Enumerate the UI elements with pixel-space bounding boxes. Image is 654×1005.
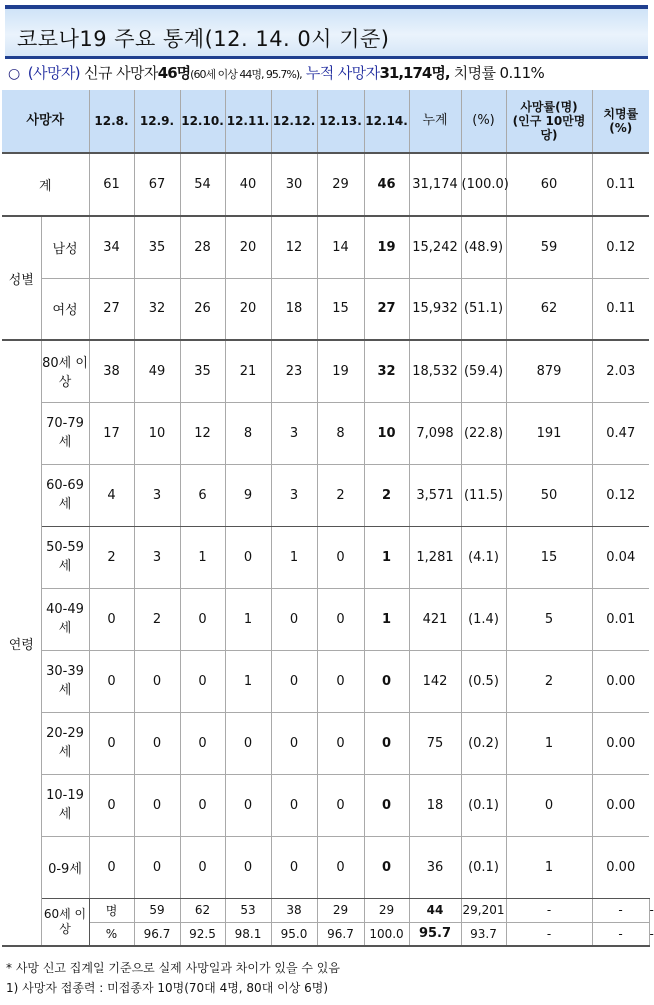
- table-row: [2, 650, 649, 712]
- row-label-over60: 60세 이상: [41, 898, 89, 946]
- table-cell: 100.0: [364, 922, 409, 946]
- table-cell: 1: [225, 650, 271, 712]
- table-cell: 0: [506, 774, 592, 836]
- table-cell: 1: [506, 712, 592, 774]
- table-cell: 421: [409, 588, 461, 650]
- page-title: 코로나19 주요 통계(12. 14. 0시 기준): [17, 27, 390, 51]
- row-label: 남성: [41, 216, 89, 278]
- table-cell: 36: [409, 836, 461, 898]
- summary-line: [8, 62, 648, 88]
- table-cell: 8: [317, 402, 364, 464]
- table-cell: 59: [134, 898, 180, 922]
- table-cell: -: [506, 922, 592, 946]
- row-label: 30-39세: [41, 650, 89, 712]
- table-cell: 50: [506, 464, 592, 526]
- table-cell: 19: [364, 216, 409, 278]
- table-cell: 7,098: [409, 402, 461, 464]
- table-cell: 15,242: [409, 216, 461, 278]
- table-cell: 32: [134, 278, 180, 340]
- table-cell: 0: [364, 836, 409, 898]
- table-cell: (4.1): [461, 526, 506, 588]
- table-cell: 0: [134, 712, 180, 774]
- table-cell: 2: [317, 464, 364, 526]
- table-cell: (48.9): [461, 216, 506, 278]
- table-cell: 20: [225, 278, 271, 340]
- summary-new-value: 46명: [157, 64, 191, 82]
- table-cell: 0: [180, 774, 225, 836]
- table-cell: 18: [409, 774, 461, 836]
- table-cell: 60: [506, 153, 592, 216]
- summary-cum-value: 31,174명,: [379, 64, 450, 82]
- row-label: 0-9세: [41, 836, 89, 898]
- table-row: [2, 464, 649, 526]
- table-cell: (51.1): [461, 278, 506, 340]
- table-row-over60-count: 60세 이상 명 59 62 53 38 29 29 44 29,201 - - -: [2, 898, 649, 922]
- table-cell: 95.7: [409, 922, 461, 946]
- table-cell: 31,174: [409, 153, 461, 216]
- table-cell: -: [592, 922, 649, 946]
- table-cell: 96.7: [317, 922, 364, 946]
- table-cell: 0: [317, 650, 364, 712]
- header-cell: 12.14.: [364, 90, 409, 153]
- header-cell: 누계: [409, 90, 461, 153]
- table-cell: 0.00: [592, 774, 649, 836]
- table-cell: 0: [317, 588, 364, 650]
- table-cell: 26: [180, 278, 225, 340]
- table-cell: 0: [364, 774, 409, 836]
- summary-new-detail: (60세 이상 44명, 95.7%),: [190, 68, 302, 81]
- header-cell: 12.8.: [89, 90, 134, 153]
- table-cell: 1: [271, 526, 317, 588]
- title-banner: [5, 5, 648, 59]
- table-cell: 96.7: [134, 922, 180, 946]
- row-label: 40-49세: [41, 588, 89, 650]
- table-cell: 0: [180, 712, 225, 774]
- header-cell: 12.9.: [134, 90, 180, 153]
- table-cell: 0: [225, 712, 271, 774]
- table-cell: 15: [506, 526, 592, 588]
- table-cell: 23: [271, 340, 317, 402]
- table-cell: 0: [89, 650, 134, 712]
- row-label: 50-59세: [41, 526, 89, 588]
- table-cell: 0.47: [592, 402, 649, 464]
- table-cell: 40: [225, 153, 271, 216]
- table-cell: 1: [225, 588, 271, 650]
- header-cell: 12.11.: [225, 90, 271, 153]
- header-row: [2, 90, 649, 153]
- table-cell: 2.03: [592, 340, 649, 402]
- table-cell: -: [506, 898, 592, 922]
- table-cell: 2: [89, 526, 134, 588]
- table-cell: 3: [271, 464, 317, 526]
- table-cell: 142: [409, 650, 461, 712]
- table-cell: 0: [317, 774, 364, 836]
- table-cell: 17: [89, 402, 134, 464]
- table-cell: 15,932: [409, 278, 461, 340]
- table-cell: 0.00: [592, 836, 649, 898]
- table-row: [2, 712, 649, 774]
- table-row: [2, 402, 649, 464]
- table-cell: 27: [89, 278, 134, 340]
- table-cell: 879: [506, 340, 592, 402]
- row-label: 70-79세: [41, 402, 89, 464]
- table-cell: 2: [134, 588, 180, 650]
- header-cell: 사망률(명) (인구 10만명 당): [506, 90, 592, 153]
- table-cell: 62: [180, 898, 225, 922]
- table-cell: 93.7: [461, 922, 506, 946]
- table-row: [2, 216, 649, 278]
- table-cell: (22.8): [461, 402, 506, 464]
- table-cell: 0.01: [592, 588, 649, 650]
- table-cell: 0.00: [592, 650, 649, 712]
- death-statistics-table: [2, 90, 654, 947]
- table-cell: 0: [271, 650, 317, 712]
- summary-new-text: 신규 사망자: [84, 64, 158, 82]
- header-cell: 사망자: [2, 90, 89, 153]
- table-cell: 29: [364, 898, 409, 922]
- row-label: 20-29세: [41, 712, 89, 774]
- table-cell: 67: [134, 153, 180, 216]
- table-cell: 32: [364, 340, 409, 402]
- table-cell: 0: [271, 712, 317, 774]
- table-cell: 34: [89, 216, 134, 278]
- table-cell: 9: [225, 464, 271, 526]
- table-cell: 2: [364, 464, 409, 526]
- footnote: 1) 사망자 접종력 : 미접종자 10명(70대 4명, 80대 이상 6명): [6, 981, 329, 995]
- table-cell: (0.1): [461, 774, 506, 836]
- table-row: [2, 774, 649, 836]
- table-cell: 18,532: [409, 340, 461, 402]
- summary-label: (사망자): [27, 64, 80, 82]
- table-cell: 3: [134, 526, 180, 588]
- table-cell: 44: [409, 898, 461, 922]
- table-cell: 1: [180, 526, 225, 588]
- table-cell: 38: [271, 898, 317, 922]
- unit-cell: 명: [89, 898, 134, 922]
- unit-cell: %: [89, 922, 134, 946]
- table-cell: 0: [271, 836, 317, 898]
- table-cell: 0: [317, 836, 364, 898]
- table-cell: 1: [364, 588, 409, 650]
- table-cell: 0: [180, 650, 225, 712]
- table-cell: 0: [271, 774, 317, 836]
- table-cell: 0.04: [592, 526, 649, 588]
- table-cell: 0: [225, 526, 271, 588]
- table-cell: 2: [506, 650, 592, 712]
- table-cell: 0: [89, 836, 134, 898]
- table-cell: 54: [180, 153, 225, 216]
- table-cell: 3: [271, 402, 317, 464]
- table-row: [2, 278, 649, 340]
- table-cell: 61: [89, 153, 134, 216]
- table-cell: 3: [134, 464, 180, 526]
- table-cell: 14: [317, 216, 364, 278]
- table-cell: 0: [180, 836, 225, 898]
- header-cell: 12.12.: [271, 90, 317, 153]
- table-row-over60-percent: % 96.7 92.5 98.1 95.0 96.7 100.0 95.7 93.7 - - -: [2, 922, 649, 946]
- table-cell: 0: [89, 588, 134, 650]
- table-cell: 12: [271, 216, 317, 278]
- table-cell: 75: [409, 712, 461, 774]
- table-row-total: [2, 153, 649, 216]
- table-cell: 5: [506, 588, 592, 650]
- table-cell: 0: [225, 836, 271, 898]
- table-cell: 0: [317, 712, 364, 774]
- table-cell: 0: [134, 774, 180, 836]
- table-cell: 20: [225, 216, 271, 278]
- row-label: 여성: [41, 278, 89, 340]
- table-row: [2, 836, 649, 898]
- table-cell: (1.4): [461, 588, 506, 650]
- footnote: * 사망 신고 집계일 기준으로 실제 사망일과 차이가 있을 수 있음: [6, 961, 340, 975]
- table-cell: 1: [364, 526, 409, 588]
- table-cell: 29: [317, 898, 364, 922]
- row-label: 60-69세: [41, 464, 89, 526]
- summary-cfr: 치명률 0.11%: [453, 64, 545, 82]
- table-cell: 0: [89, 712, 134, 774]
- table-cell: 0.12: [592, 464, 649, 526]
- table-cell: 6: [180, 464, 225, 526]
- table-cell: 28: [180, 216, 225, 278]
- table-cell: (0.2): [461, 712, 506, 774]
- header-cell: 12.10.: [180, 90, 225, 153]
- bullet-circle: ○: [8, 66, 20, 82]
- table-cell: 0: [134, 650, 180, 712]
- table-cell: 12: [180, 402, 225, 464]
- table-cell: 0: [180, 588, 225, 650]
- table-cell: 191: [506, 402, 592, 464]
- table-cell: 3,571: [409, 464, 461, 526]
- table-cell: 0: [89, 774, 134, 836]
- table-cell: 62: [506, 278, 592, 340]
- table-cell: 10: [364, 402, 409, 464]
- table-cell: 49: [134, 340, 180, 402]
- table-cell: 18: [271, 278, 317, 340]
- footnotes: [6, 958, 340, 998]
- table-cell: 0.11: [592, 153, 649, 216]
- table-cell: 0: [134, 836, 180, 898]
- table-cell: 19: [317, 340, 364, 402]
- row-label: 10-19세: [41, 774, 89, 836]
- table-row: [2, 526, 649, 588]
- group-label-sex: 성별: [2, 216, 41, 340]
- table-cell: 53: [225, 898, 271, 922]
- header-cell: 치명률 (%): [592, 90, 649, 153]
- table-cell: (100.0): [461, 153, 506, 216]
- row-label: 80세 이상: [41, 340, 89, 402]
- table-cell: 95.0: [271, 922, 317, 946]
- summary-cum-text: 누적 사망자: [305, 64, 380, 82]
- group-label-age: 연령: [2, 340, 41, 946]
- table-cell: 30: [271, 153, 317, 216]
- table-cell: 0.11: [592, 278, 649, 340]
- header-cell: 12.13.: [317, 90, 364, 153]
- table-cell: (0.5): [461, 650, 506, 712]
- table-cell: 4: [89, 464, 134, 526]
- table-cell: 92.5: [180, 922, 225, 946]
- table-cell: 0.12: [592, 216, 649, 278]
- table-cell: 0.00: [592, 712, 649, 774]
- table-cell: 35: [134, 216, 180, 278]
- table-cell: 10: [134, 402, 180, 464]
- table-cell: 1: [506, 836, 592, 898]
- table-row: [2, 340, 649, 402]
- table-cell: 15: [317, 278, 364, 340]
- table-cell: 46: [364, 153, 409, 216]
- table-row: [2, 588, 649, 650]
- table-cell: 29,201: [461, 898, 506, 922]
- table-cell: (0.1): [461, 836, 506, 898]
- header-cell: (%): [461, 90, 506, 153]
- table-cell: (11.5): [461, 464, 506, 526]
- table-cell: 8: [225, 402, 271, 464]
- table-cell: 27: [364, 278, 409, 340]
- table-cell: 0: [364, 712, 409, 774]
- table-cell: 0: [317, 526, 364, 588]
- table-cell: 29: [317, 153, 364, 216]
- table-cell: 0: [271, 588, 317, 650]
- table-cell: 1,281: [409, 526, 461, 588]
- table-cell: 0: [225, 774, 271, 836]
- row-label: 계: [2, 153, 89, 216]
- table-cell: -: [592, 898, 649, 922]
- table-cell: 98.1: [225, 922, 271, 946]
- table-cell: 38: [89, 340, 134, 402]
- table-cell: 21: [225, 340, 271, 402]
- table-cell: 59: [506, 216, 592, 278]
- table-cell: 35: [180, 340, 225, 402]
- table-cell: 0: [364, 650, 409, 712]
- table-cell: (59.4): [461, 340, 506, 402]
